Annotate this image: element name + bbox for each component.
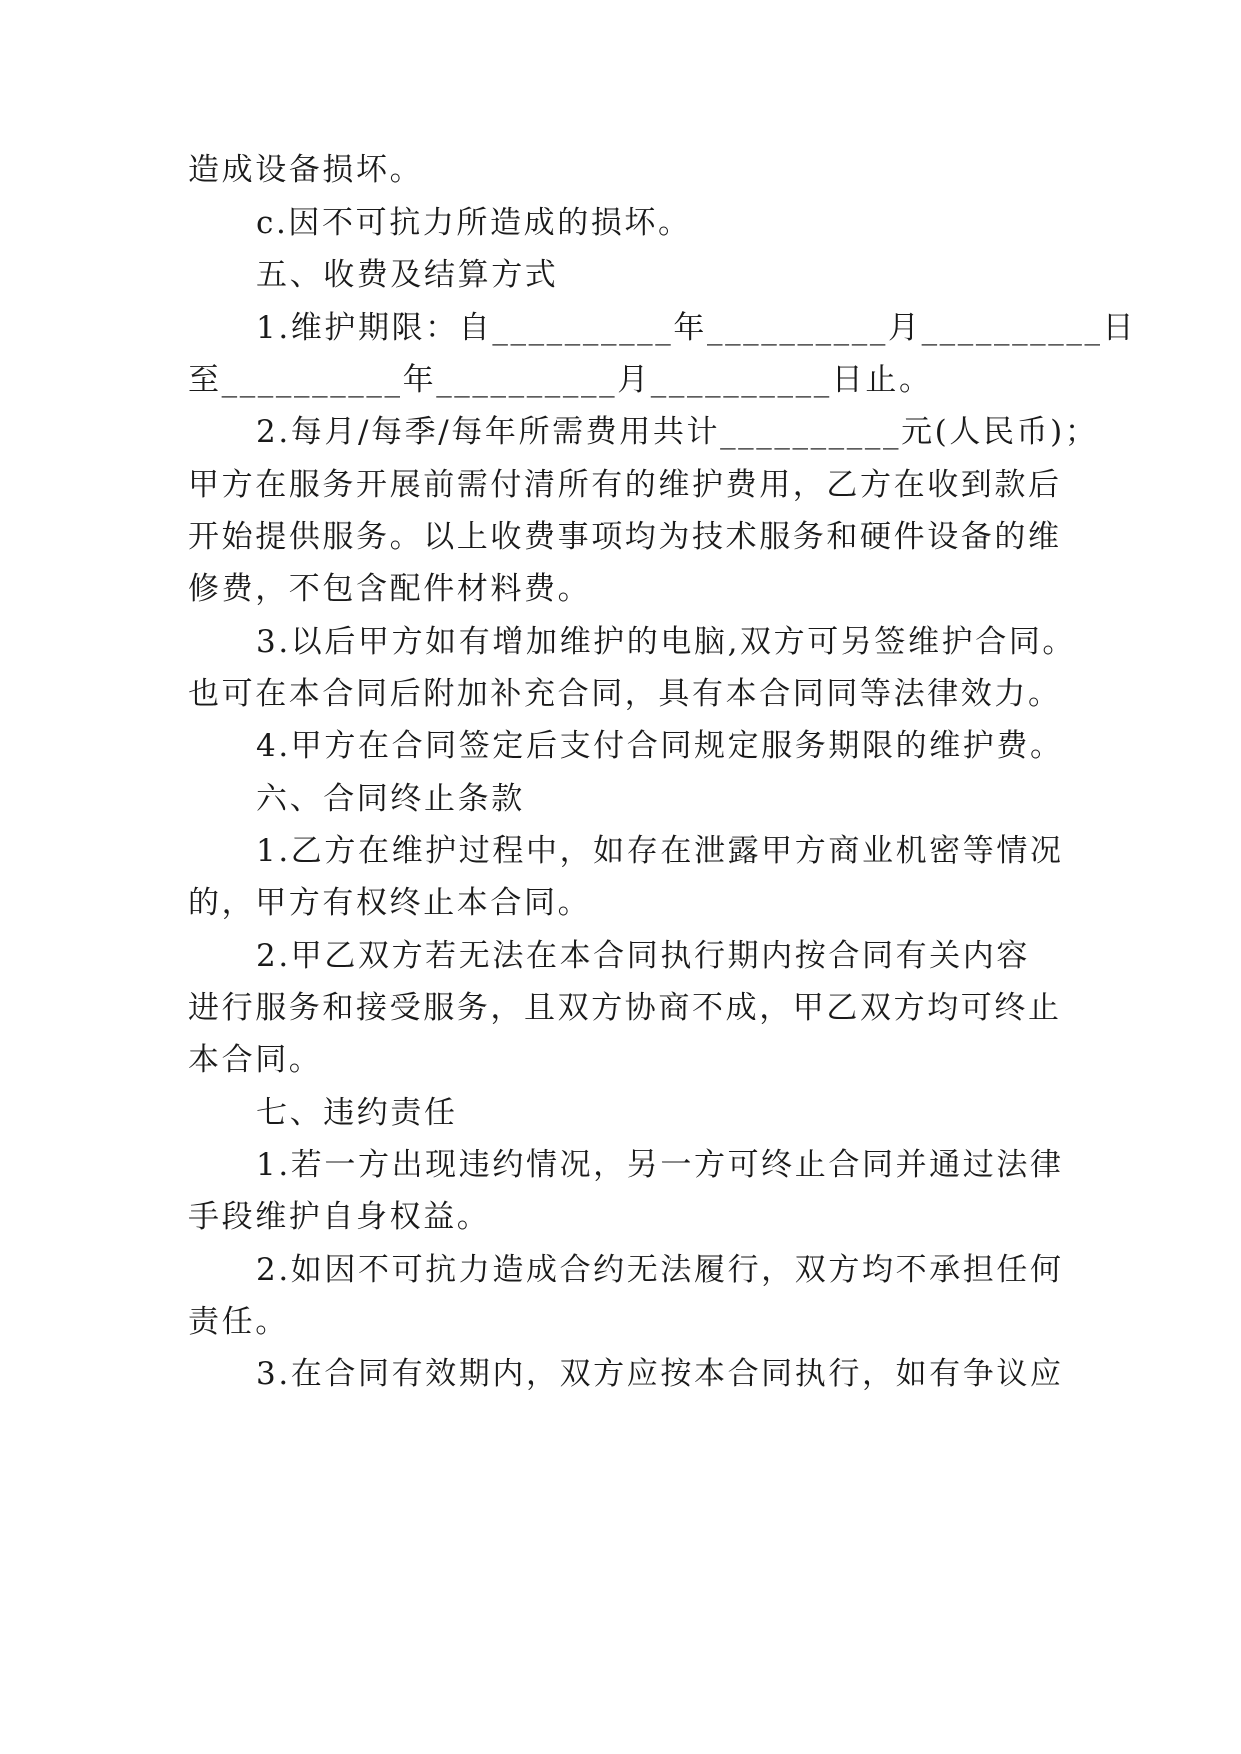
text-line: 本合同。 — [188, 1042, 323, 1078]
text-line: 也可在本合同后附加补充合同，具有本合同同等法律效力。 — [188, 676, 1062, 712]
text-line: 甲方在服务开展前需付清所有的维护费用，乙方在收到款后 — [188, 467, 1062, 503]
text-line: 开始提供服务。以上收费事项均为技术服务和硬件设备的维 — [188, 519, 1062, 555]
text-line: 的，甲方有权终止本合同。 — [188, 885, 592, 921]
text-line: 2.每月/每季/每年所需费用共计__________元(人民币)； — [256, 414, 1099, 450]
section-heading: 六、合同终止条款 — [256, 781, 525, 817]
text-line: 手段维护自身权益。 — [188, 1199, 491, 1235]
text-line: 修费，不包含配件材料费。 — [188, 571, 592, 607]
text-line: 3.以后甲方如有增加维护的电脑,双方可另签维护合同。 — [256, 624, 1077, 660]
text-line: 至__________年__________月__________日止。 — [188, 362, 933, 398]
text-line: 1.维护期限：自__________年__________月__________日 — [256, 310, 1137, 346]
text-line: 进行服务和接受服务，且双方协商不成，甲乙双方均可终止 — [188, 990, 1062, 1026]
text-line: 3.在合同有效期内，双方应按本合同执行，如有争议应 — [256, 1356, 1064, 1392]
text-line: 2.甲乙双方若无法在本合同执行期内按合同有关内容 — [256, 938, 1030, 974]
section-heading: 七、违约责任 — [256, 1095, 458, 1131]
text-line: 2.如因不可抗力造成合约无法履行，双方均不承担任何 — [256, 1252, 1064, 1288]
section-heading: 五、收费及结算方式 — [256, 257, 559, 293]
text-line: c.因不可抗力所造成的损坏。 — [256, 205, 692, 241]
text-line: 责任。 — [188, 1304, 289, 1340]
text-line: 1.乙方在维护过程中，如存在泄露甲方商业机密等情况 — [256, 833, 1064, 869]
text-line: 1.若一方出现违约情况，另一方可终止合同并通过法律 — [256, 1147, 1064, 1183]
text-line: 造成设备损坏。 — [188, 152, 424, 188]
text-line: 4.甲方在合同签定后支付合同规定服务期限的维护费。 — [256, 728, 1064, 764]
